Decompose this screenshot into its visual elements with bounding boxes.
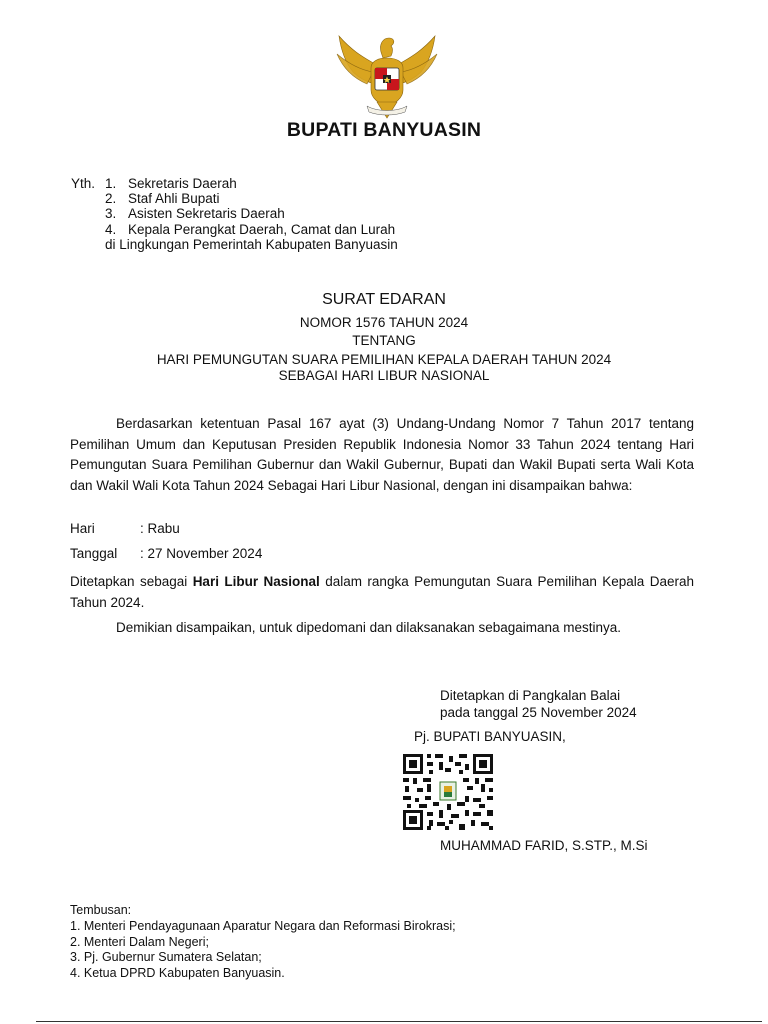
recipient-location: di Lingkungan Pemerintah Kabupaten Banyuasin xyxy=(105,236,398,252)
recipient-text: Sekretaris Daerah xyxy=(128,176,237,191)
copies-item: 2. Menteri Dalam Negeri; xyxy=(70,934,209,949)
letter-about-label: TENTANG xyxy=(352,333,416,348)
copies-item: 3. Pj. Gubernur Sumatera Selatan; xyxy=(70,950,262,965)
recipient-list xyxy=(71,176,398,252)
recipient-prefix: Yth. xyxy=(71,176,96,191)
letter-number: NOMOR 1576 TAHUN 2024 xyxy=(299,315,469,330)
recipient-number: 2. xyxy=(105,191,117,207)
recipient-text: Kepala Perangkat Daerah, Camat dan Lurah xyxy=(128,221,396,237)
recipient-item xyxy=(71,222,398,237)
garuda-emblem xyxy=(331,28,443,120)
field-date xyxy=(70,546,262,561)
letter-subject xyxy=(0,352,768,383)
copies-item: 1. Menteri Pendayagunaan Aparatur Negara dan Reformasi Birokrasi; xyxy=(70,918,456,933)
signature-date: pada tanggal 25 November 2024 xyxy=(440,705,637,720)
letter-type: SURAT EDARAN xyxy=(322,291,446,308)
body-paragraph-1: Berdasarkan ketentuan Pasal 167 ayat (3) Undang-Undang Nomor 7 Tahun 2017 tentang Pemilihan Umum dan Keputusan Presiden Republik Indonesia Nomor 33 Tahun 2024 tentang Hari Pemungutan Suara Pemilihan Gubernur dan Wakil Gubernur, Bupati dan Wakil Bupati serta Wali Kota dan Wakil Wali Kota Tahun 2024 Sebagai Hari Libur Nasional, dengan ini disampaikan bahwa: xyxy=(70,416,694,494)
footer-divider xyxy=(36,1021,762,1022)
recipient-item xyxy=(71,176,398,191)
recipient-number: 3. xyxy=(105,206,117,222)
field-day xyxy=(70,521,180,536)
header-title: BUPATI BANYUASIN xyxy=(286,119,482,141)
decision-highlight: Hari Libur Nasional xyxy=(192,574,320,589)
field-date-label: Tanggal xyxy=(70,546,118,561)
body-paragraph-decision xyxy=(70,572,694,613)
field-date-value: : 27 November 2024 xyxy=(140,546,263,561)
copies-item: 4. Ketua DPRD Kabupaten Banyuasin. xyxy=(70,966,285,981)
qr-code xyxy=(403,754,493,830)
recipient-item xyxy=(71,191,398,206)
field-day-value: : Rabu xyxy=(140,521,180,536)
copies-section xyxy=(70,903,456,982)
recipient-number: 1. xyxy=(105,176,117,191)
decision-suffix: dalam rangka Pemungutan Suara Pemilihan Kepala Daerah Tahun 2024. xyxy=(70,574,694,610)
body-paragraph-closing: Demikian disampaikan, untuk dipedomani dan dilaksanakan sebagaimana mestinya. xyxy=(116,620,622,635)
copies-label: Tembusan: xyxy=(70,903,132,917)
decision-prefix: Ditetapkan sebagai xyxy=(70,574,193,589)
letter-subject-line2: SEBAGAI HARI LIBUR NASIONAL xyxy=(278,367,490,383)
signature-place: Ditetapkan di Pangkalan Balai xyxy=(440,688,621,703)
recipient-item xyxy=(71,206,398,221)
recipient-text: Asisten Sekretaris Daerah xyxy=(128,206,285,222)
letter-subject-line1: HARI PEMUNGUTAN SUARA PEMILIHAN KEPALA DAERAH TAHUN 2024 xyxy=(156,352,612,367)
field-day-label: Hari xyxy=(70,521,95,536)
recipient-number: 4. xyxy=(105,221,117,237)
signature-position: Pj. BUPATI BANYUASIN, xyxy=(414,729,566,744)
signatory-name: MUHAMMAD FARID, S.STP., M.Si xyxy=(440,838,648,853)
recipient-text: Staf Ahli Bupati xyxy=(128,191,220,207)
